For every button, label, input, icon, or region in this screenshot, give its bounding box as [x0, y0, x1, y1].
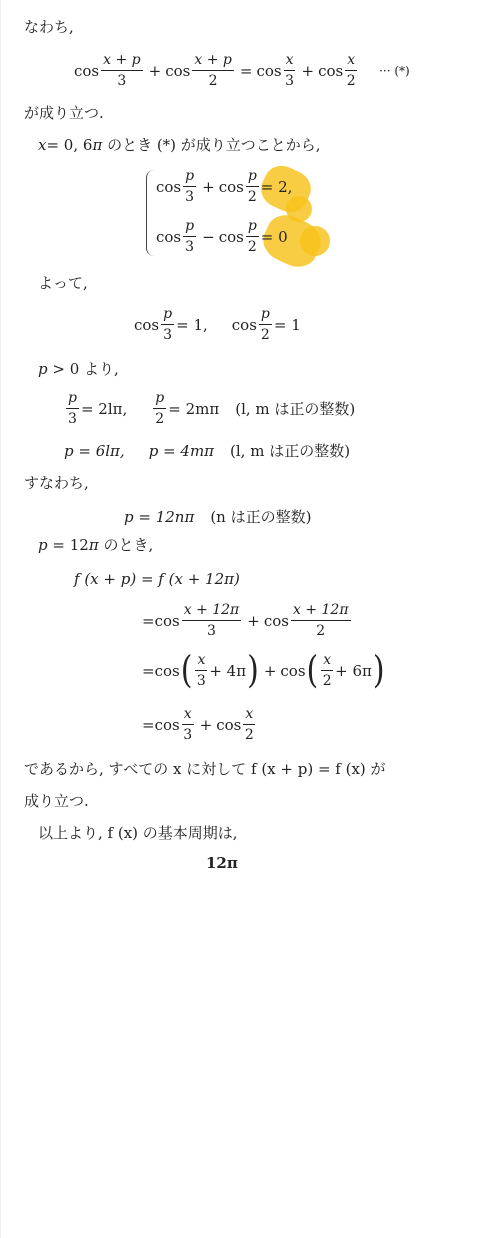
text-line: p > 0 より, [38, 360, 119, 378]
text-line: であるから, すべての x に対して f (x + p) = f (x) が [24, 760, 386, 778]
highlighter-mark-4 [300, 226, 330, 256]
text-line: 以上より, f (x) の基本周期は, [38, 824, 238, 842]
text-line: が成り立つ. [24, 104, 104, 122]
equation-tag: ··· (*) [379, 63, 410, 78]
fraction: $\frac{x}{3}$ [285, 52, 294, 89]
f-shift-equation: f (x + p) = f (x + 12π) [74, 570, 240, 588]
expansion-step-3: = cos $\frac{x}{3}$ + cos $\frac{x}{2}$ [142, 706, 254, 743]
system-equation-2: cos $\frac{p}{3}$ − cos $\frac{p}{2}$ = 0 [156, 218, 288, 255]
system-brace [146, 170, 155, 256]
fraction: $\frac{x + p}{3}$ [103, 52, 141, 89]
text-line: 成り立つ. [24, 792, 89, 810]
page-edge [0, 0, 1, 1238]
equation-star: cos $\frac{x + p}{3}$ + cos $\frac{x + p}{2}$ = cos $\frac{x}{3}$ + cos $\frac{x}{2}$ ··· (*) [74, 52, 410, 89]
expansion-step-2: = cos ( $\frac{x}{3}$ + 4π ) + cos ( $\frac{x}{2}$ + 6π ) [142, 648, 385, 692]
condition-equation: $\frac{p}{3}$ = 2lπ, $\frac{p}{2}$ = 2mπ (l, m は正の整数) [68, 390, 356, 427]
final-answer: 12π [206, 854, 238, 872]
cos-fn: cos [74, 61, 100, 80]
text-line: なわち, [24, 18, 74, 36]
period-candidate: p = 12nπ (n は正の整数) [124, 507, 312, 526]
expansion-step-1: = cos $\frac{x + 12\pi}{3}$ + cos $\frac{x + 12\pi}{2}$ [142, 602, 349, 639]
text-line: p = 12π のとき, [38, 536, 154, 554]
text-line: x= 0, 6π のとき (*) が成り立つことから, [38, 136, 321, 154]
result-equation: cos $\frac{p}{3}$ = 1, cos $\frac{p}{2}$ = 1 [134, 306, 301, 343]
fraction: $\frac{x}{2}$ [346, 52, 356, 89]
p-values: p = 6lπ, p = 4mπ (l, m は正の整数) [64, 441, 351, 460]
text-line: よって, [38, 274, 88, 292]
text-line: すなわち, [24, 474, 89, 492]
fraction: $\frac{x + p}{2}$ [194, 52, 232, 89]
system-equation-1: cos $\frac{p}{3}$ + cos $\frac{p}{2}$ = 2, [156, 168, 293, 205]
